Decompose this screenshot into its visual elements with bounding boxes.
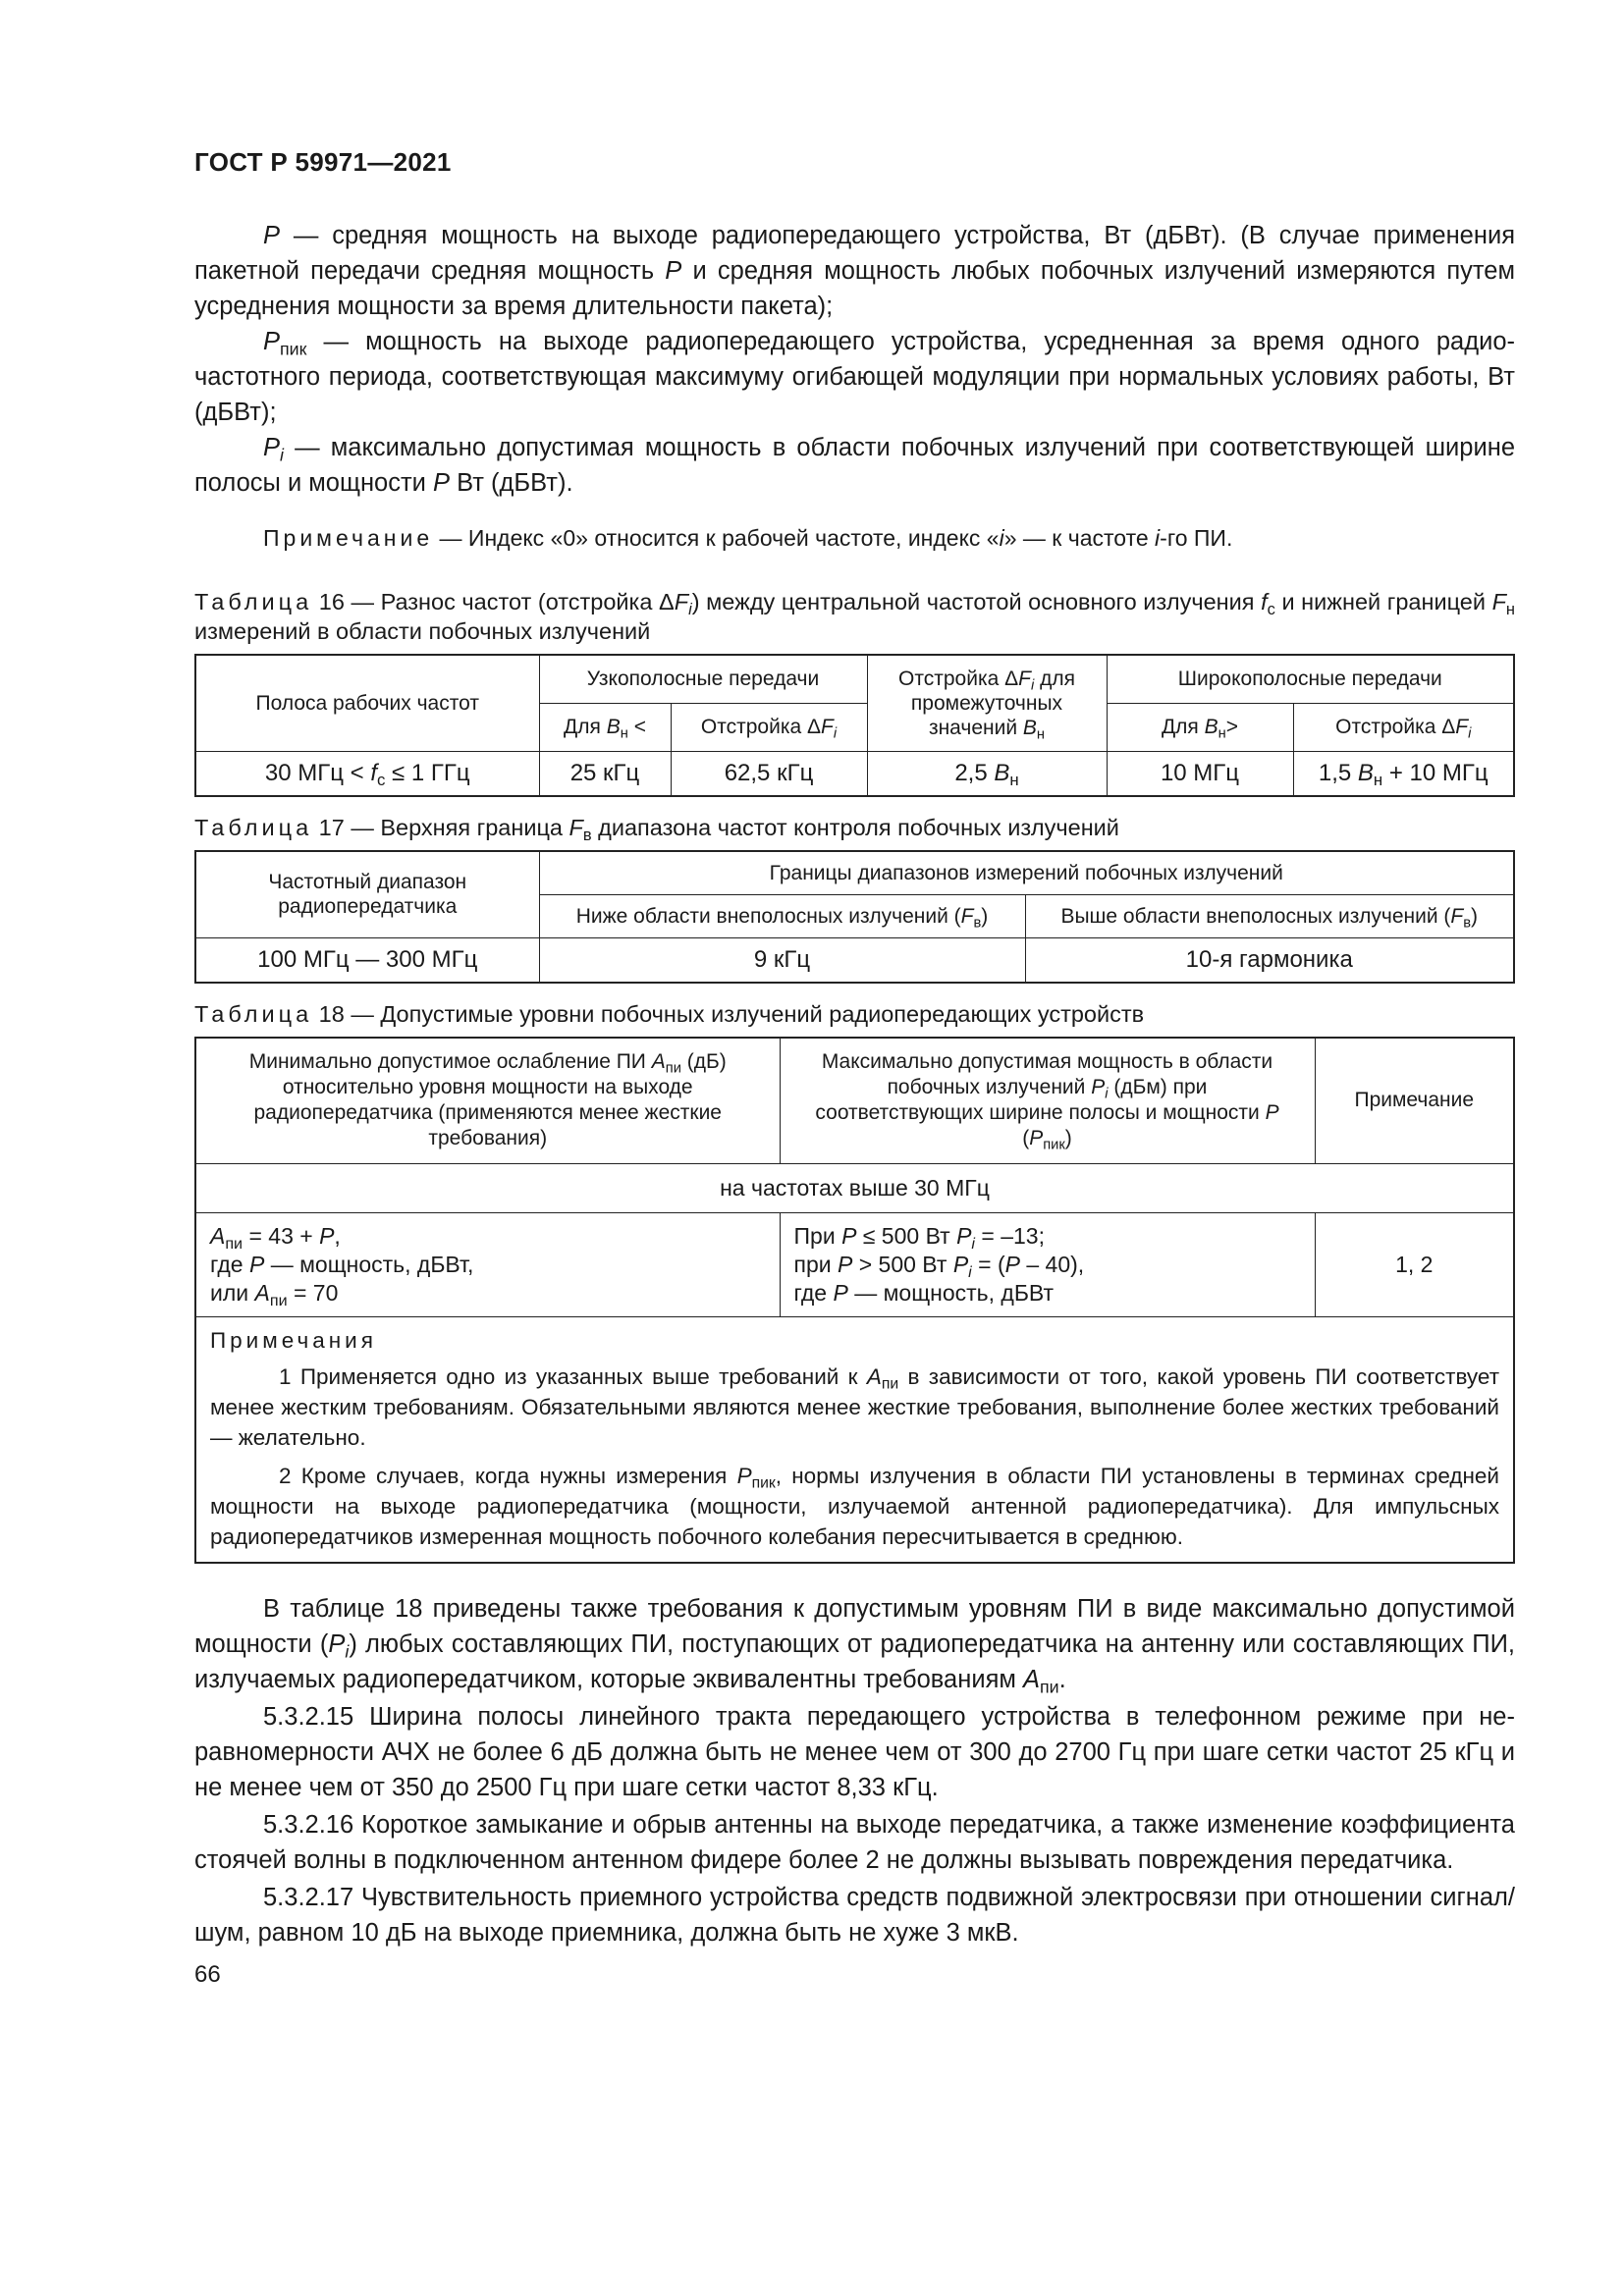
- t16-header-narrow: Узкополосные передачи: [539, 655, 867, 703]
- def-pi: $P_i$ — максимально допустимая мощность в области побочных излучений при соответствующей ширине полосы и мощности P Вт (дБВт).: [194, 434, 1515, 497]
- t18-notes-title: Примечания: [210, 1327, 377, 1353]
- t17-header-range: Частотный диапазон радиопередатчика: [195, 851, 539, 937]
- t18-cell-note-ref: 1, 2: [1315, 1212, 1514, 1316]
- t17-cell-above: 10-я гармоника: [1025, 937, 1514, 983]
- def-ppik: $P_{пик}$ — мощность на выходе радиопередающего устройства, усредненная за время одного радиочастотного периода, соответствующая максимуму огибающей модуляции при нормальных условиях работы, Вт (дБВт);: [194, 328, 1515, 426]
- t16-header-band: Полоса рабочих частот: [195, 655, 539, 751]
- t16-cell-15bn: 1,5 $B_н + 10$ МГц: [1293, 751, 1514, 796]
- def-p: P — средняя мощность на выходе радиопередающего устройства, Вт (дБВт). (В случае применения пакетной передачи средняя мощность P и средняя мощность любых побочных излучений измеряются путем усреднения мощности за время длительности пакета);: [194, 222, 1515, 320]
- t17-cell-below: 9 кГц: [539, 937, 1025, 983]
- table18-caption: Таблица 18 — Допустимые уровни побочных излучений радиопередающих устройств: [194, 1001, 1145, 1027]
- t16-cell-25bn: 2,5 $B_н$: [867, 751, 1107, 796]
- t16-header-for-bn-gt: Для $B_н>$: [1107, 703, 1293, 751]
- t17-header-below: Ниже области внеполосных излучений $(F_в)$: [539, 894, 1025, 937]
- t18-cell-attenuation: $A_{пи} = 43 + P$, где P — мощность, дБВт, или $A_{пи} = 70$: [195, 1212, 780, 1316]
- t16-cell-10mhz: 10 МГц: [1107, 751, 1293, 796]
- t18-header-max-power: Максимально допустимая мощность в области побочных излучений $P_i$ (дБм) при соответствующих ширине полосы и мощности P $(P_{пик})$: [780, 1038, 1315, 1163]
- t16-cell-band: 30 МГц < $f_с \le 1$ ГГц: [195, 751, 539, 796]
- section-5-3-2-17: 5.3.2.17 Чувствительность приемного устройства средств подвижной электросвязи при отношении сигнал/шум, равном 10 дБ на выходе приемника, должна быть не хуже 3 мкВ.: [194, 1883, 1515, 1947]
- t18-notes: [195, 1316, 1514, 1563]
- t18-freq-row: на частотах выше 30 МГц: [195, 1163, 1514, 1212]
- t16-cell-625khz: 62,5 кГц: [671, 751, 867, 796]
- table17-caption: Таблица 17 — Верхняя граница $F_в$ диапазона частот контроля побочных излучений: [194, 815, 1119, 844]
- document-header: ГОСТ Р 59971—2021: [194, 147, 452, 177]
- table16-caption: Таблица 16 — Разнос частот (отстройка $\Delta F_i$) между центральной частотой основного излучения $f_c$ и нижней границей $F_н$ измерений в области побочных излучений: [194, 589, 1515, 644]
- t16-header-wide: Широкополосные передачи: [1107, 655, 1514, 703]
- t18-note-1: 1 Применяется одно из указанных выше требований к $A_{пи}$ в зависимости от того, какой уровень ПИ соответствует менее жестким требованиям. Обязательными являются менее жесткие требования, выполнение более жестких требований — желательно.: [210, 1363, 1499, 1450]
- t16-header-offset: Отстройка $\Delta F_i$: [671, 703, 867, 751]
- page-number: 66: [194, 1961, 221, 1988]
- t18-header-attenuation: Минимально допустимое ослабление ПИ $A_{пи}$ (дБ) относительно уровня мощности на выходе радиопередатчика (применяются менее жесткие требования): [195, 1038, 780, 1163]
- t18-header-note: Примечание: [1315, 1038, 1514, 1163]
- table16: [194, 654, 1515, 797]
- definitions-note: Примечание — Индекс «0» относится к рабочей частоте, индекс «i» — к частоте i-го ПИ.: [263, 525, 1233, 551]
- t16-header-offset-wide: Отстройка $\Delta F_i$: [1293, 703, 1514, 751]
- t17-cell-range: 100 МГц — 300 МГц: [195, 937, 539, 983]
- t18-note-2: 2 Кроме случаев, когда нужны измерения $P_{пик}$, нормы излучения в области ПИ установлены в терминах средней мощности на выходе радиопередатчика (мощности, излучаемой антенной радиопередатчика). Для импульсных радиопередатчиков измеренная мощность побочного колебания пересчитывается в среднюю.: [210, 1463, 1499, 1549]
- section-5-3-2-16: 5.3.2.16 Короткое замыкание и обрыв антенны на выходе передатчика, а также изменение коэффициента стоячей волны в подключенном антенном фидере более 2 не должны вызывать повреждения передатчика.: [194, 1810, 1515, 1874]
- t17-header-above: Выше области внеполосных излучений $(F_в)$: [1025, 894, 1514, 937]
- section-5-3-2-15: 5.3.2.15 Ширина полосы линейного тракта передающего устройства в телефонном режиме при неравномерности АЧХ не более 6 дБ должна быть не менее чем от 300 до 2700 Гц при шаге сетки частот 25 кГц и не менее чем от 350 до 2500 Гц при шаге сетки частот 8,33 кГц.: [194, 1702, 1515, 1801]
- t16-header-for-bn-lt: Для $B_н$ <: [539, 703, 671, 751]
- table17: [194, 850, 1515, 984]
- t16-header-intermediate: Отстройка $\Delta F_i$ для промежуточных значений $B_н$: [867, 655, 1107, 751]
- t17-header-bounds: Границы диапазонов измерений побочных излучений: [539, 851, 1514, 894]
- t18-cell-max-power: При P ≤ 500 Вт $P_i = -13$; при P > 500 Вт $P_i = (P - 40)$, где P — мощность, дБВт: [780, 1212, 1315, 1316]
- page-content: [194, 218, 1515, 1950]
- body-paragraph-1: В таблице 18 приведены также требования к допустимым уровням ПИ в виде максимально допустимой мощности $(P_i)$ любых составляющих ПИ, поступающих от радиопередатчика на антенну или составляющих ПИ, излучаемых радиопередатчиком, которые эквивалентны требованиям $A_{пи}$.: [194, 1594, 1515, 1696]
- t16-cell-25khz: 25 кГц: [539, 751, 671, 796]
- table18: [194, 1037, 1515, 1564]
